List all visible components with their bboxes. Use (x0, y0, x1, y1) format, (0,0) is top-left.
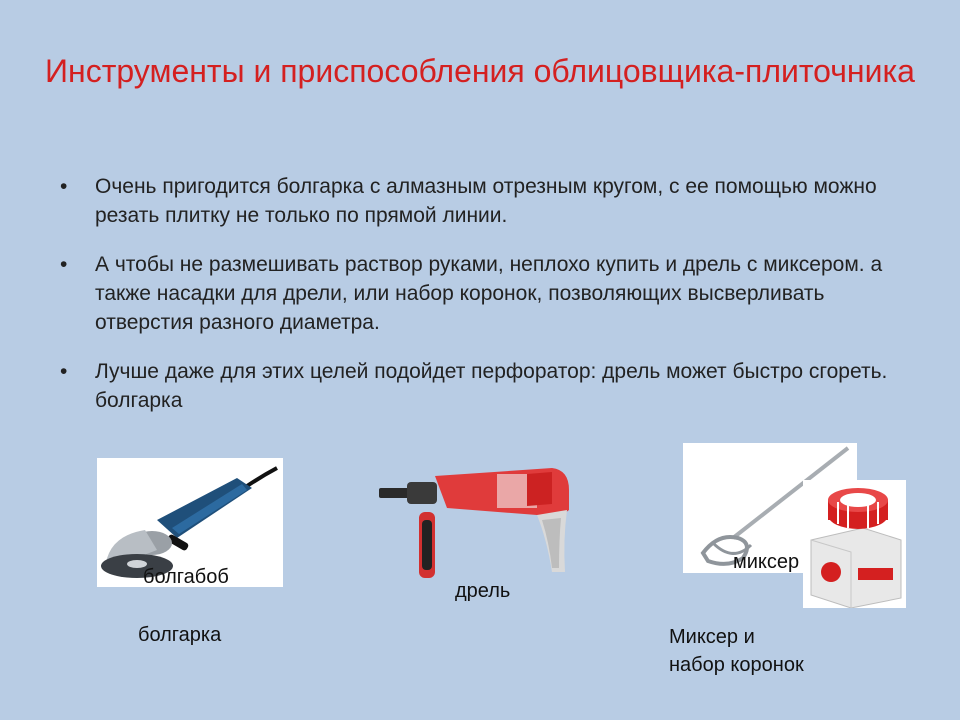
hammer-drill-image (377, 460, 577, 585)
hole-saw-set-image (803, 480, 906, 608)
angle-grinder-image (97, 458, 283, 587)
mixer-caption-line1: Миксер и (669, 626, 755, 648)
grinder-overlay-label: болгабоб (143, 566, 229, 587)
bullet-item-grinder: • Очень пригодится болгарка с алмазным отрезным кругом, с ее помощью можно резать плитку не только по прямой линии. (60, 172, 920, 230)
bullet-item-perforator: • Лучше даже для этих целей подойдет перфоратор: дрель может быстро сгореть. болгарка (60, 357, 920, 415)
slide-title: Инструменты и приспособления облицовщика-плиточника (45, 53, 915, 89)
hammer-drill-icon (377, 460, 577, 585)
grinder-caption: болгарка (138, 624, 222, 646)
mixer-overlay-label: миксер (733, 551, 800, 573)
bullet-list (60, 172, 920, 435)
bullet-item-drill-mixer: • А чтобы не размешивать раствор руками, неплохо купить и дрель с миксером. а также насадки для дрели, или набор коронок, позволяющих высверливать отверстия разного диаметра. (60, 250, 920, 337)
mixer-caption-line2: набор коронок (669, 654, 804, 676)
hole-saw-set-icon (803, 480, 906, 608)
drill-caption: дрель (455, 580, 511, 602)
